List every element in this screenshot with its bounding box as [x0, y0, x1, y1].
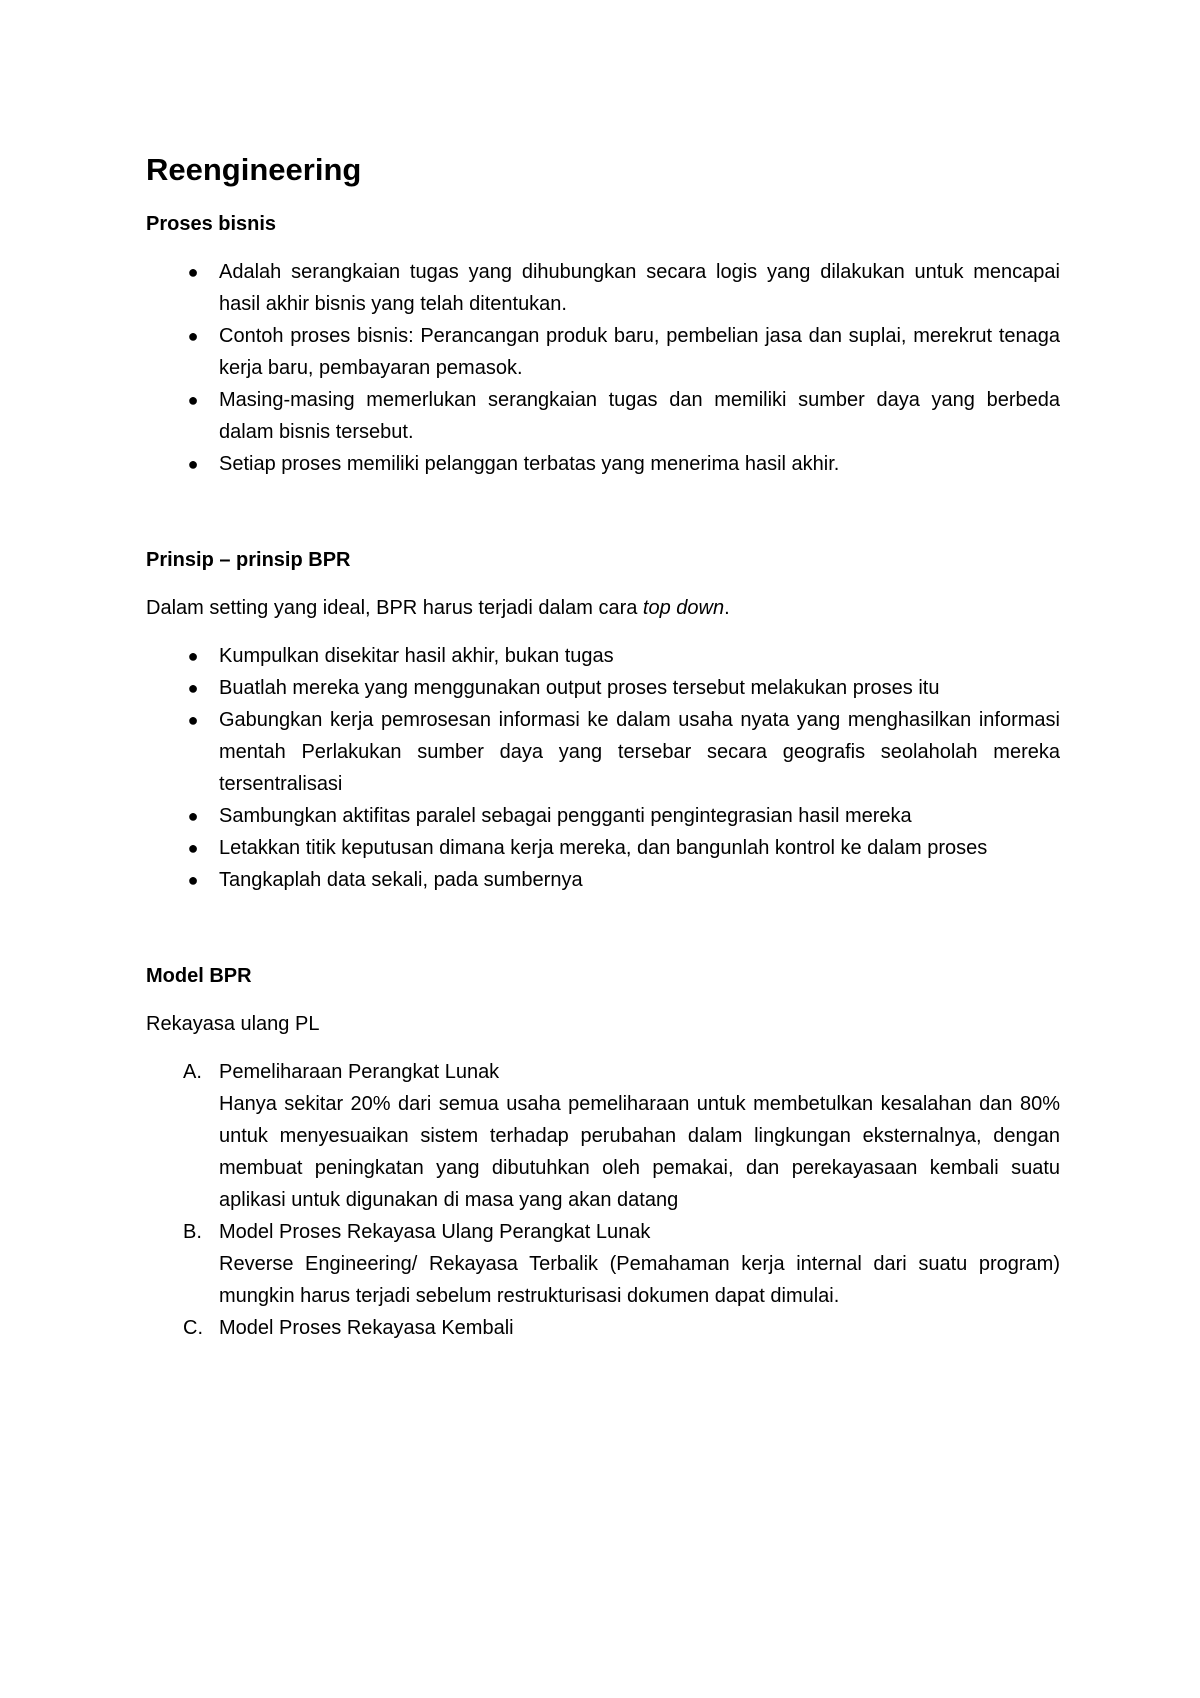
- list-item: ● Setiap proses memiliki pelanggan terbatas yang menerima hasil akhir.: [146, 448, 1060, 480]
- bullet-icon: ●: [187, 870, 199, 890]
- proses-bisnis-list: [146, 256, 1060, 480]
- model-bpr-list: [146, 1056, 1060, 1344]
- model-bpr-intro: Rekayasa ulang PL: [146, 1013, 320, 1035]
- list-marker: A.: [183, 1061, 202, 1083]
- bullet-icon: ●: [187, 646, 199, 666]
- bullet-icon: ●: [187, 678, 199, 698]
- bullet-icon: ●: [187, 454, 199, 474]
- bullet-icon: ●: [187, 838, 199, 858]
- list-item: ● Adalah serangkaian tugas yang dihubungkan secara logis yang dilakukan untuk mencapai hasil akhir bisnis yang telah ditentukan.: [146, 256, 1060, 320]
- list-item: [146, 1216, 1060, 1312]
- bullet-icon: ●: [187, 390, 199, 410]
- section-heading-proses-bisnis: Proses bisnis: [146, 213, 277, 235]
- list-item-body: Reverse Engineering/ Rekayasa Terbalik (Pemahaman kerja internal dari suatu program) mungkin harus terjadi sebelum restrukturisasi dokumen dapat dimulai.: [219, 1253, 1060, 1307]
- list-item: ● Contoh proses bisnis: Perancangan produk baru, pembelian jasa dan suplai, merekrut tenaga kerja baru, pembayaran pemasok.: [146, 320, 1060, 384]
- section-heading-prinsip-bpr: Prinsip – prinsip BPR: [146, 549, 351, 571]
- list-item-body: Hanya sekitar 20% dari semua usaha pemeliharaan untuk membetulkan kesalahan dan 80% untuk menyesuaikan sistem terhadap perubahan dalam lingkungan eksternalnya, dengan membuat peningkatan yang dibutuhkan oleh pemakai, dan perekayasaan kembali suatu aplikasi untuk digunakan di masa yang akan datang: [219, 1093, 1060, 1211]
- list-item: ● Sambungkan aktifitas paralel sebagai pengganti pengintegrasian hasil mereka: [146, 800, 1060, 832]
- list-marker: B.: [183, 1221, 202, 1243]
- list-item-title: Model Proses Rekayasa Kembali: [219, 1317, 514, 1339]
- bullet-icon: ●: [187, 262, 199, 282]
- list-item: ● Gabungkan kerja pemrosesan informasi ke dalam usaha nyata yang menghasilkan informasi mentah Perlakukan sumber daya yang tersebar secara geografis seolaholah mereka tersentralisasi: [146, 704, 1060, 800]
- list-item-title: Pemeliharaan Perangkat Lunak: [219, 1061, 500, 1083]
- bullet-icon: ●: [187, 326, 199, 346]
- document-content: [146, 146, 1060, 1344]
- list-item: ● Tangkaplah data sekali, pada sumbernya: [146, 864, 1060, 896]
- document-title: Reengineering: [146, 152, 362, 187]
- bullet-icon: ●: [187, 710, 199, 730]
- list-marker: C.: [183, 1317, 203, 1339]
- list-item: [146, 1312, 1060, 1344]
- bullet-icon: ●: [187, 806, 199, 826]
- list-item: ● Masing-masing memerlukan serangkaian tugas dan memiliki sumber daya yang berbeda dalam bisnis tersebut.: [146, 384, 1060, 448]
- list-item: ● Kumpulkan disekitar hasil akhir, bukan tugas: [146, 640, 1060, 672]
- prinsip-intro: Dalam setting yang ideal, BPR harus terjadi dalam cara top down.: [146, 597, 730, 619]
- list-item: ● Buatlah mereka yang menggunakan output proses tersebut melakukan proses itu: [146, 672, 1060, 704]
- prinsip-bpr-list: [146, 640, 1060, 896]
- list-item: [146, 1056, 1060, 1216]
- section-heading-model-bpr: Model BPR: [146, 965, 252, 987]
- list-item-title: Model Proses Rekayasa Ulang Perangkat Lunak: [219, 1221, 651, 1243]
- list-item: ● Letakkan titik keputusan dimana kerja mereka, dan bangunlah kontrol ke dalam proses: [146, 832, 1060, 864]
